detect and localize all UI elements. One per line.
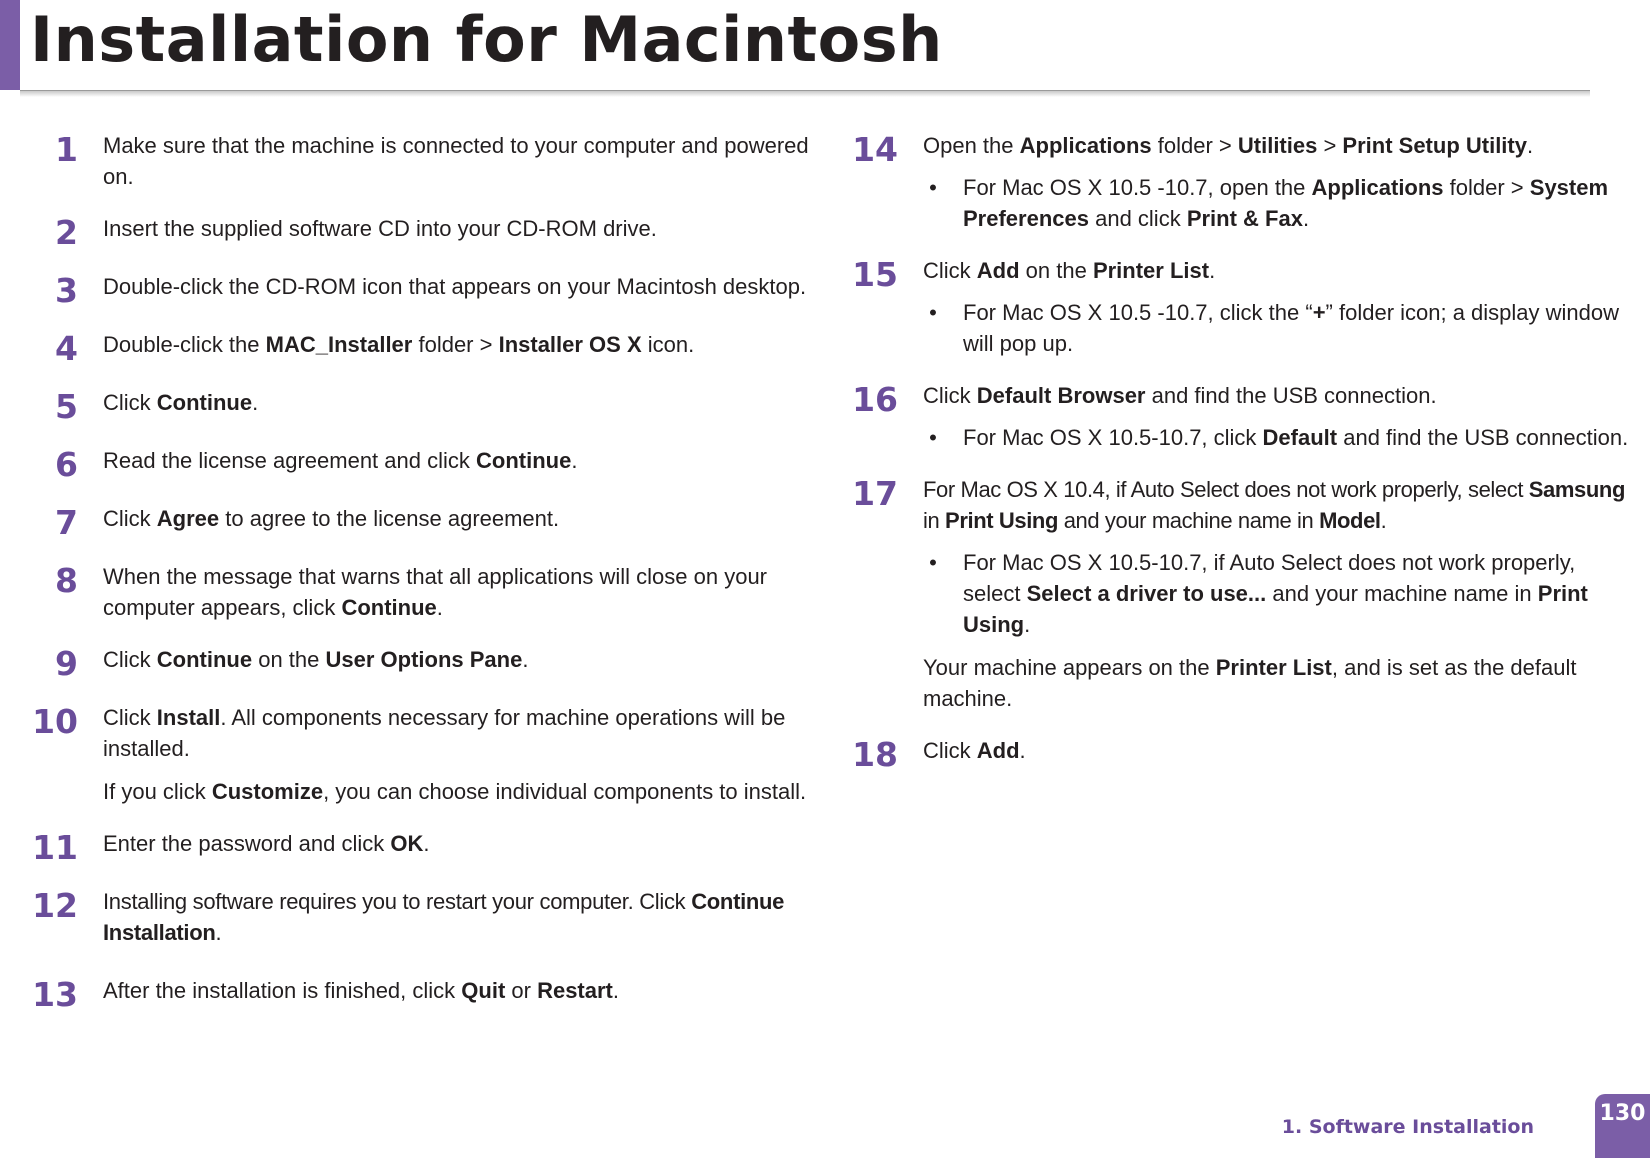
bold-term: Agree bbox=[156, 506, 220, 531]
bold-term: Continue bbox=[476, 448, 572, 473]
text-run: Your machine appears on the bbox=[923, 655, 1216, 680]
step-text bbox=[103, 130, 820, 192]
step-number: 4 bbox=[55, 329, 78, 368]
right-column bbox=[850, 130, 1630, 774]
text-run: . bbox=[436, 595, 443, 620]
text-run: . bbox=[1302, 206, 1310, 231]
page-number-badge: 130 bbox=[1595, 1094, 1650, 1158]
bold-term: Add bbox=[976, 738, 1020, 763]
text-run: Enter the password and click bbox=[103, 831, 391, 856]
bullet-glyph: • bbox=[929, 550, 937, 575]
text-run: and your machine name in bbox=[1057, 508, 1320, 533]
step-1 bbox=[30, 130, 820, 192]
step-number: 10 bbox=[32, 702, 78, 741]
bold-term: OK bbox=[390, 831, 424, 856]
bold-term: MAC_Installer bbox=[265, 332, 413, 357]
step-text bbox=[103, 271, 820, 302]
text-run: Click bbox=[103, 647, 157, 672]
text-run: For Mac OS X 10.5-10.7, click bbox=[963, 425, 1263, 450]
step-text bbox=[103, 702, 820, 764]
step-text bbox=[923, 380, 1630, 411]
text-run: in bbox=[923, 508, 946, 533]
step-17 bbox=[850, 474, 1630, 714]
bold-term: Print Using bbox=[963, 581, 1588, 637]
text-run: Make sure that the machine is connected to your computer and powered on. bbox=[103, 133, 809, 189]
step-number: 7 bbox=[55, 503, 78, 542]
bold-term: Continue bbox=[156, 647, 253, 672]
step-number: 8 bbox=[55, 561, 78, 600]
text-run: Double-click the CD-ROM icon that appears on your Macintosh desktop. bbox=[103, 274, 807, 299]
text-run: . bbox=[1019, 738, 1026, 763]
step-text bbox=[923, 130, 1630, 161]
bold-term: Customize bbox=[211, 779, 324, 804]
bullet-glyph: • bbox=[929, 425, 937, 450]
text-run: For Mac OS X 10.4, if Auto Select does not work properly, select bbox=[923, 477, 1529, 502]
step-16 bbox=[850, 380, 1630, 453]
text-run: , and is set as the default machine. bbox=[923, 655, 1577, 711]
text-run: . All components necessary for machine operations will be installed. bbox=[103, 705, 786, 761]
step-2 bbox=[30, 213, 820, 252]
step-text bbox=[923, 474, 1630, 536]
bold-term: Restart bbox=[537, 978, 613, 1003]
step-18 bbox=[850, 735, 1630, 774]
text-run: and your machine name in bbox=[1266, 581, 1538, 606]
step-5 bbox=[30, 387, 820, 426]
bold-term: Add bbox=[976, 258, 1020, 283]
step-text bbox=[103, 644, 820, 675]
step-text bbox=[103, 561, 820, 623]
text-run: icon. bbox=[641, 332, 695, 357]
bold-term: Print & Fax bbox=[1186, 206, 1303, 231]
bold-term: Continue bbox=[341, 595, 437, 620]
bold-term: Applications bbox=[1019, 133, 1152, 158]
text-run: on the bbox=[252, 647, 326, 672]
step-text bbox=[103, 387, 820, 418]
step-text bbox=[103, 329, 820, 360]
step-text bbox=[103, 975, 820, 1006]
text-run: folder > bbox=[412, 332, 499, 357]
text-run: Click bbox=[923, 258, 977, 283]
text-run: folder > bbox=[1443, 175, 1530, 200]
step-text bbox=[923, 255, 1630, 286]
text-run: . bbox=[1024, 612, 1031, 637]
footer-section-label: 1. Software Installation bbox=[1281, 1116, 1534, 1138]
text-run: and find the USB connection. bbox=[1337, 425, 1629, 450]
text-run: Click bbox=[103, 705, 157, 730]
bold-term: Utilities bbox=[1237, 133, 1318, 158]
step-number: 3 bbox=[55, 271, 78, 310]
step-number: 18 bbox=[852, 735, 898, 774]
text-run: Read the license agreement and click bbox=[103, 448, 476, 473]
step-number: 16 bbox=[852, 380, 898, 419]
text-run: . bbox=[215, 920, 222, 945]
step-text bbox=[103, 445, 820, 476]
bold-term: Default bbox=[1262, 425, 1338, 450]
step-text bbox=[103, 828, 820, 859]
text-run: Click bbox=[923, 738, 977, 763]
text-run: or bbox=[505, 978, 538, 1003]
step-3 bbox=[30, 271, 820, 310]
step-6 bbox=[30, 445, 820, 484]
step-number: 11 bbox=[32, 828, 78, 867]
bullet-glyph: • bbox=[929, 300, 937, 325]
bold-term: Default Browser bbox=[976, 383, 1146, 408]
step-number: 9 bbox=[55, 644, 78, 683]
step-text bbox=[923, 735, 1630, 766]
text-run: to agree to the license agreement. bbox=[219, 506, 560, 531]
left-column bbox=[30, 130, 820, 1014]
step-bullet bbox=[923, 547, 1630, 640]
bold-term: Print Setup Utility bbox=[1342, 133, 1527, 158]
bullet-glyph: • bbox=[929, 175, 937, 200]
step-13 bbox=[30, 975, 820, 1014]
bold-term: Samsung bbox=[1528, 477, 1626, 502]
step-number: 14 bbox=[852, 130, 898, 169]
step-4 bbox=[30, 329, 820, 368]
text-run: Insert the supplied software CD into your CD-ROM drive. bbox=[103, 216, 657, 241]
step-12 bbox=[30, 886, 820, 948]
title-accent-bar bbox=[0, 0, 20, 90]
step-text bbox=[103, 503, 820, 534]
text-run: ” folder icon; a display window will pop up. bbox=[963, 300, 1620, 356]
step-bullet bbox=[923, 297, 1630, 359]
step-9 bbox=[30, 644, 820, 683]
bold-term: Applications bbox=[1311, 175, 1444, 200]
text-run: Double-click the bbox=[103, 332, 266, 357]
text-run: , you can choose individual components to install. bbox=[323, 779, 807, 804]
text-run: Click bbox=[103, 506, 157, 531]
step-11 bbox=[30, 828, 820, 867]
step-8 bbox=[30, 561, 820, 623]
text-run: . bbox=[252, 390, 259, 415]
text-run: If you click bbox=[103, 779, 212, 804]
text-run: . bbox=[612, 978, 620, 1003]
bold-term: Model bbox=[1319, 508, 1381, 533]
text-run: For Mac OS X 10.5 -10.7, click the “ bbox=[963, 300, 1313, 325]
text-run: > bbox=[1317, 133, 1343, 158]
bold-term: + bbox=[1312, 300, 1326, 325]
step-15 bbox=[850, 255, 1630, 359]
bold-term: Printer List bbox=[1215, 655, 1332, 680]
bold-term: Installer OS X bbox=[498, 332, 642, 357]
text-run: Open the bbox=[923, 133, 1020, 158]
step-number: 13 bbox=[32, 975, 78, 1014]
step-number: 1 bbox=[55, 130, 78, 169]
text-run: Installing software requires you to restart your computer. Click bbox=[103, 889, 692, 914]
text-run: folder > bbox=[1151, 133, 1238, 158]
step-number: 15 bbox=[852, 255, 898, 294]
step-number: 2 bbox=[55, 213, 78, 252]
text-run: When the message that warns that all applications will close on your computer appears, click bbox=[103, 564, 768, 620]
step-note bbox=[103, 776, 820, 807]
text-run: . bbox=[1209, 258, 1216, 283]
bold-term: Printer List bbox=[1092, 258, 1210, 283]
text-run: For Mac OS X 10.5-10.7, if Auto Select does not work properly, select bbox=[963, 550, 1576, 606]
text-run: and click bbox=[1088, 206, 1187, 231]
text-run: After the installation is finished, click bbox=[103, 978, 462, 1003]
text-run: Click bbox=[103, 390, 157, 415]
bold-term: System Preferences bbox=[963, 175, 1609, 231]
text-run: on the bbox=[1019, 258, 1093, 283]
step-number: 6 bbox=[55, 445, 78, 484]
text-run: . bbox=[522, 647, 529, 672]
text-run: . bbox=[423, 831, 430, 856]
bold-term: Continue bbox=[156, 390, 253, 415]
bold-term: Quit bbox=[461, 978, 506, 1003]
text-run: and find the USB connection. bbox=[1145, 383, 1437, 408]
bold-term: User Options Pane bbox=[325, 647, 523, 672]
bold-term: Select a driver to use... bbox=[1026, 581, 1267, 606]
step-text bbox=[103, 213, 820, 244]
bold-term: Print Using bbox=[945, 508, 1058, 533]
text-run: Click bbox=[923, 383, 977, 408]
step-number: 5 bbox=[55, 387, 78, 426]
step-10 bbox=[30, 702, 820, 807]
step-number: 17 bbox=[852, 474, 898, 513]
step-bullet bbox=[923, 172, 1630, 234]
page-title: Installation for Macintosh bbox=[30, 3, 943, 76]
bold-term: Install bbox=[156, 705, 221, 730]
step-number: 12 bbox=[32, 886, 78, 925]
step-14 bbox=[850, 130, 1630, 234]
title-rule bbox=[20, 90, 1590, 97]
text-run: . bbox=[1526, 133, 1534, 158]
bold-term: Continue Installation bbox=[103, 889, 785, 945]
step-note bbox=[923, 652, 1630, 714]
step-text bbox=[103, 886, 820, 948]
step-bullet bbox=[923, 422, 1630, 453]
text-run: . bbox=[571, 448, 578, 473]
step-7 bbox=[30, 503, 820, 542]
text-run: . bbox=[1380, 508, 1387, 533]
text-run: For Mac OS X 10.5 -10.7, open the bbox=[963, 175, 1312, 200]
